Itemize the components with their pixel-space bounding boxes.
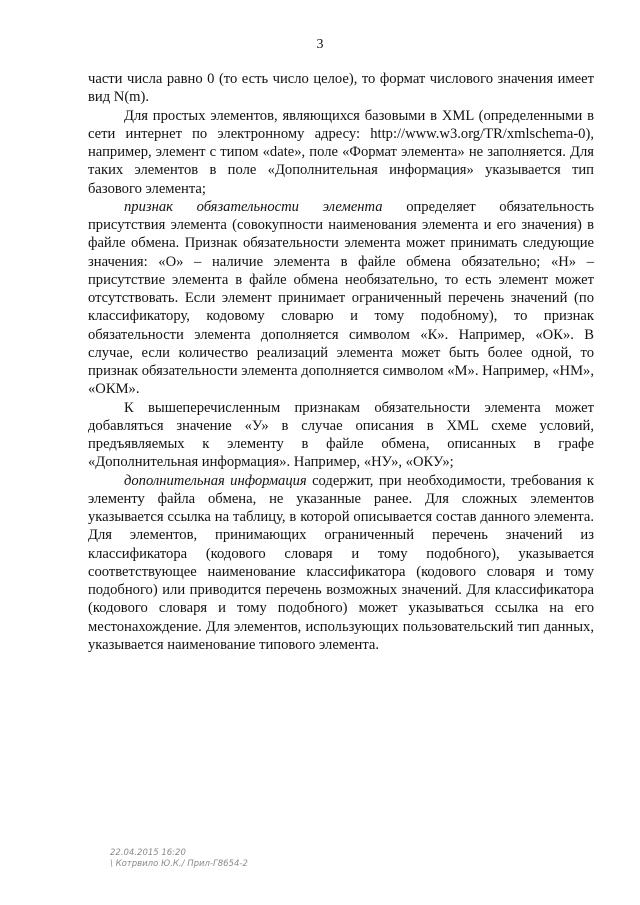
paragraph-4: К вышеперечисленным признакам обязательности элемента может добавляться значение «У» в случае описания в XML схеме условий, предъявляемых к элементу в файле обмена, описанных в графе «Дополнительная информация». Например, «НУ», «ОКУ»;	[88, 399, 594, 471]
footer-stamp-author: \ Котрвило Ю.К./ Прил-Г8654-2	[110, 859, 248, 869]
paragraph-5-text: содержит, при необходимости, требования к элементу файла обмена, не указанные ранее. Для сложных элементов указывается ссылка на таблицу, в которой описывается состав данного элемента. Для элементов, принимающих ограниченный перечень значений из классификатора (кодового словаря и тому подобного), указывается соответствующее наименование классификатора (кодового словаря и тому подобного) или приводится перечень возможных значений. Для классификатора (кодового словаря и тому подобного) может указываться ссылка на его местонахождение. Для элементов, использующих пользовательский тип данных, указывается наименование типового элемента.	[88, 472, 594, 653]
document-body	[88, 70, 594, 654]
footer-stamp-date: 22.04.2015 16:20	[110, 848, 186, 858]
term-additional-info: дополнительная информация	[124, 472, 307, 489]
paragraph-5	[88, 472, 594, 655]
paragraph-1: части числа равно 0 (то есть число целое), то формат числового значения имеет вид N(m).	[88, 71, 594, 106]
paragraph-3-text: определяет обязательность присутствия элемента (совокупности наименования элемента и его значения) в файле обмена. Признак обязательности элемента может принимать следующие значения: «О» – наличие элемента в файле обмена обязательно; «Н» – присутствие элемента в файле обмена необязательно, то есть элемент может отсутствовать. Если элемент принимает ограниченный перечень значений (по классификатору, кодовому словарю и тому подобному), то признак обязательности элемента дополняется символом «К». Например, «ОК». В случае, если количество реализаций элемента может быть более одной, то признак обязательности элемента дополняется символом «М». Например, «НМ», «ОКМ».	[88, 198, 594, 398]
term-mandatory-flag: признак обязательности элемента	[124, 198, 383, 215]
paragraph-2: Для простых элементов, являющихся базовыми в XML (определенными в сети интернет по электронному адресу: http://www.w3.org/TR/xmlschema-0), например, элемент с типом «date», поле «Формат элемента» не заполняется. Для таких элементов в поле «Дополнительная информация» указывается тип базового элемента;	[88, 107, 594, 197]
page-number: 3	[316, 37, 324, 52]
paragraph-3	[88, 198, 594, 399]
